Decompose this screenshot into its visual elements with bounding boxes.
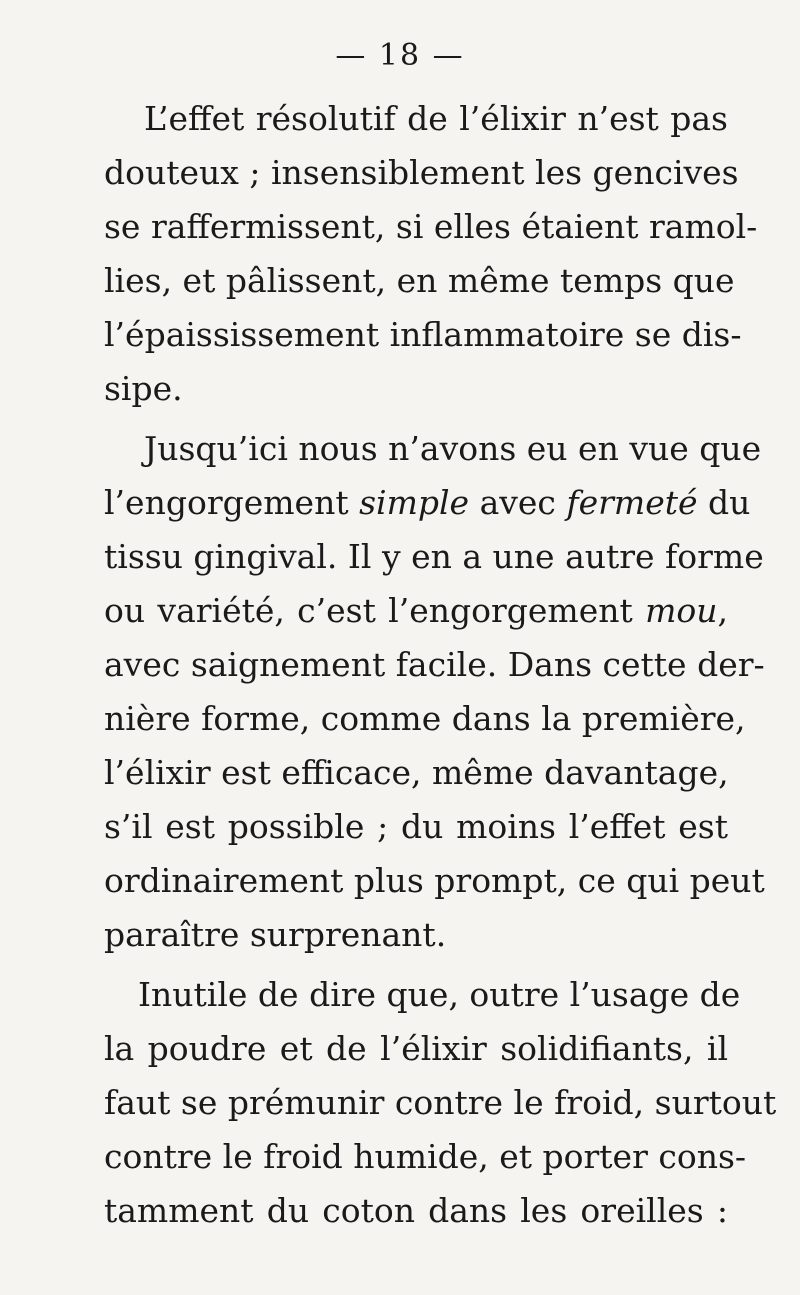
italic-word-fermete: fermeté (566, 483, 698, 522)
text-line: lies, et pâlissent, en même temps que (104, 261, 735, 300)
text-line: douteux ; insensiblement les gencives (104, 153, 739, 192)
text-line-with-italics (104, 584, 728, 638)
text-line: ordinairement plus prompt, ce qui peut (104, 861, 765, 900)
text-fragment: avec (469, 483, 567, 522)
text-line-with-italics (104, 476, 751, 530)
text-line: l’élixir est efficace, même davantage, (104, 753, 729, 792)
text-line: Jusqu’ici nous n’avons eu en vue que (144, 429, 762, 468)
paragraph-3 (104, 968, 777, 1238)
paragraph-2 (104, 422, 765, 962)
text-fragment: ou variété, c’est l’engorgement (104, 591, 646, 630)
text-line: L’effet résolutif de l’élixir n’est pas (144, 99, 728, 138)
text-line: la poudre et de l’élixir solidifiants, il (104, 1029, 728, 1068)
text-line: tissu gingival. Il y en a une autre forme (104, 537, 764, 576)
text-line: avec saignement facile. Dans cette der- (104, 645, 765, 684)
text-fragment: , (717, 591, 728, 630)
paragraph-1 (104, 92, 758, 416)
text-line: paraître surprenant. (104, 915, 447, 954)
text-line: Inutile de dire que, outre l’usage de (138, 975, 741, 1014)
text-line: faut se prémunir contre le froid, surtout (104, 1083, 777, 1122)
page-number: — 18 — (335, 38, 465, 73)
text-fragment: l’engorgement (104, 483, 360, 522)
text-line: contre le froid humide, et porter cons- (104, 1137, 747, 1176)
text-fragment: du (697, 483, 751, 522)
italic-word-mou: mou (645, 591, 718, 630)
text-line: l’épaississement inflammatoire se dis- (104, 315, 742, 354)
body-text (104, 92, 777, 1238)
text-line: nière forme, comme dans la première, (104, 699, 746, 738)
text-line: sipe. (104, 369, 183, 408)
text-line: tamment du coton dans les oreilles : (104, 1191, 728, 1230)
text-line: se raffermissent, si elles étaient ramol- (104, 207, 758, 246)
text-line: s’il est possible ; du moins l’effet est (104, 807, 728, 846)
italic-word-simple: simple (359, 483, 470, 522)
